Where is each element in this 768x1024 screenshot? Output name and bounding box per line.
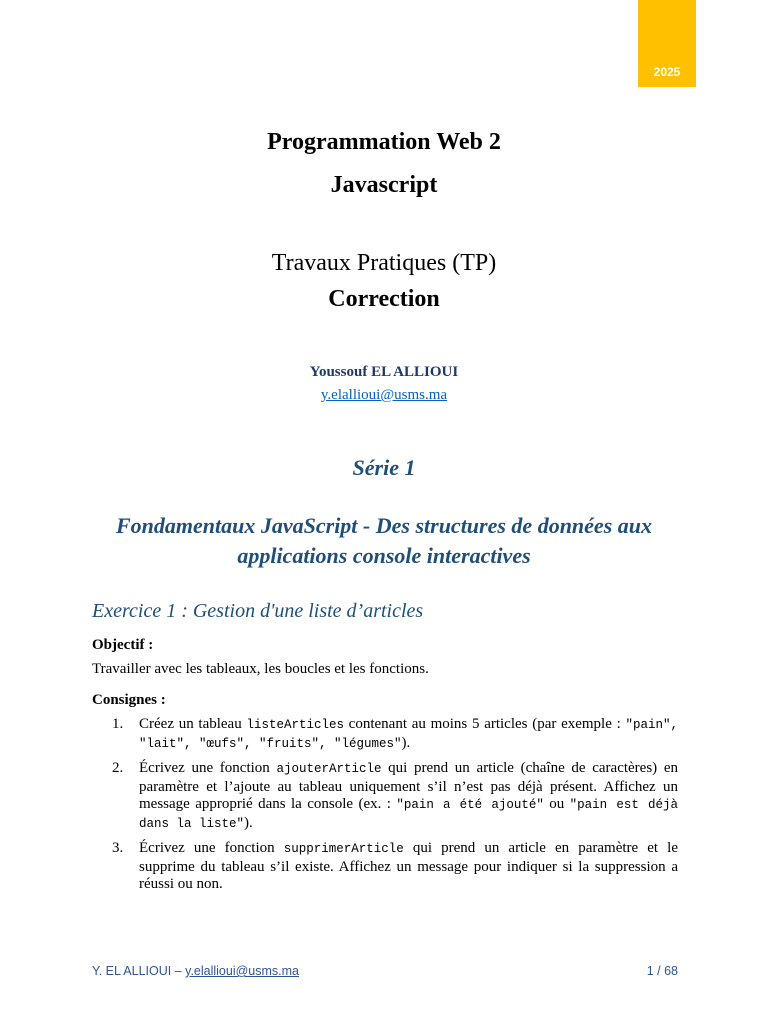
code-snippet: "pain", "lait", "œufs", "fruits", "légumes" (139, 718, 678, 751)
exercise-title: Exercice 1 : Gestion d'une liste d’articles (92, 600, 424, 622)
code-snippet: listeArticles (246, 718, 344, 732)
serie-subtitle (0, 511, 768, 571)
list-item (92, 840, 678, 894)
year-tab (638, 0, 696, 87)
list-item-text: ou (543, 796, 570, 812)
correction-title: Correction (328, 286, 440, 312)
list-item-number: 2. (112, 760, 124, 776)
page-number: 1 / 68 (646, 964, 678, 978)
list-item-text: Écrivez une fonction (139, 760, 277, 776)
list-item-text: Écrivez une fonction (139, 840, 284, 856)
code-snippet: "pain est déjà dans la liste" (139, 798, 678, 831)
serie-subtitle-line2: applications console interactives (237, 543, 531, 568)
author-name: Youssouf EL ALLIOUI (309, 364, 459, 380)
code-snippet: ajouterArticle (276, 762, 382, 776)
code-snippet: "pain a été ajouté" (396, 798, 544, 812)
list-item-number: 3. (112, 840, 124, 856)
objectif-text: Travailler avec les tableaux, les boucles et les fonctions. (92, 661, 429, 677)
list-item (92, 716, 678, 753)
list-item-number: 1. (112, 716, 124, 732)
code-snippet: supprimerArticle (283, 842, 404, 856)
list-item-text: qui prend un article en paramètre et le supprime du tableau s’il existe. Affichez un message pour indiquer si la suppression a réussi ou non. (139, 840, 678, 892)
footer-author (92, 964, 299, 978)
footer-email-link[interactable]: y.elallioui@usms.ma (185, 964, 300, 978)
list-item-text: Créez un tableau (139, 716, 247, 732)
year-label: 2025 (653, 65, 681, 79)
objectif-label: Objectif : (92, 637, 154, 653)
serie-subtitle-line1: Fondamentaux JavaScript - Des structures de données aux (116, 513, 652, 538)
list-item-text: ). (401, 734, 411, 751)
author-email-link[interactable]: y.elallioui@usms.ma (320, 387, 448, 403)
consignes-label: Consignes : (92, 692, 166, 708)
course-subtitle: Javascript (330, 172, 438, 198)
list-item-text: qui prend un article (chaîne de caractères) en paramètre et l’ajoute au tableau uniquement s’il n’est pas déjà présent. Affichez un message approprié dans la console (ex. : (139, 760, 678, 812)
consignes-list (92, 716, 678, 901)
serie-title: Série 1 (352, 455, 416, 480)
list-item (92, 760, 678, 833)
footer-author-name: Y. EL ALLIOUI – (92, 964, 186, 978)
list-item-text: ). (244, 814, 253, 831)
list-item-text: contenant au moins 5 articles (par exemple : (343, 716, 626, 732)
tp-title: Travaux Pratiques (TP) (271, 250, 497, 276)
course-title: Programmation Web 2 (267, 129, 501, 155)
